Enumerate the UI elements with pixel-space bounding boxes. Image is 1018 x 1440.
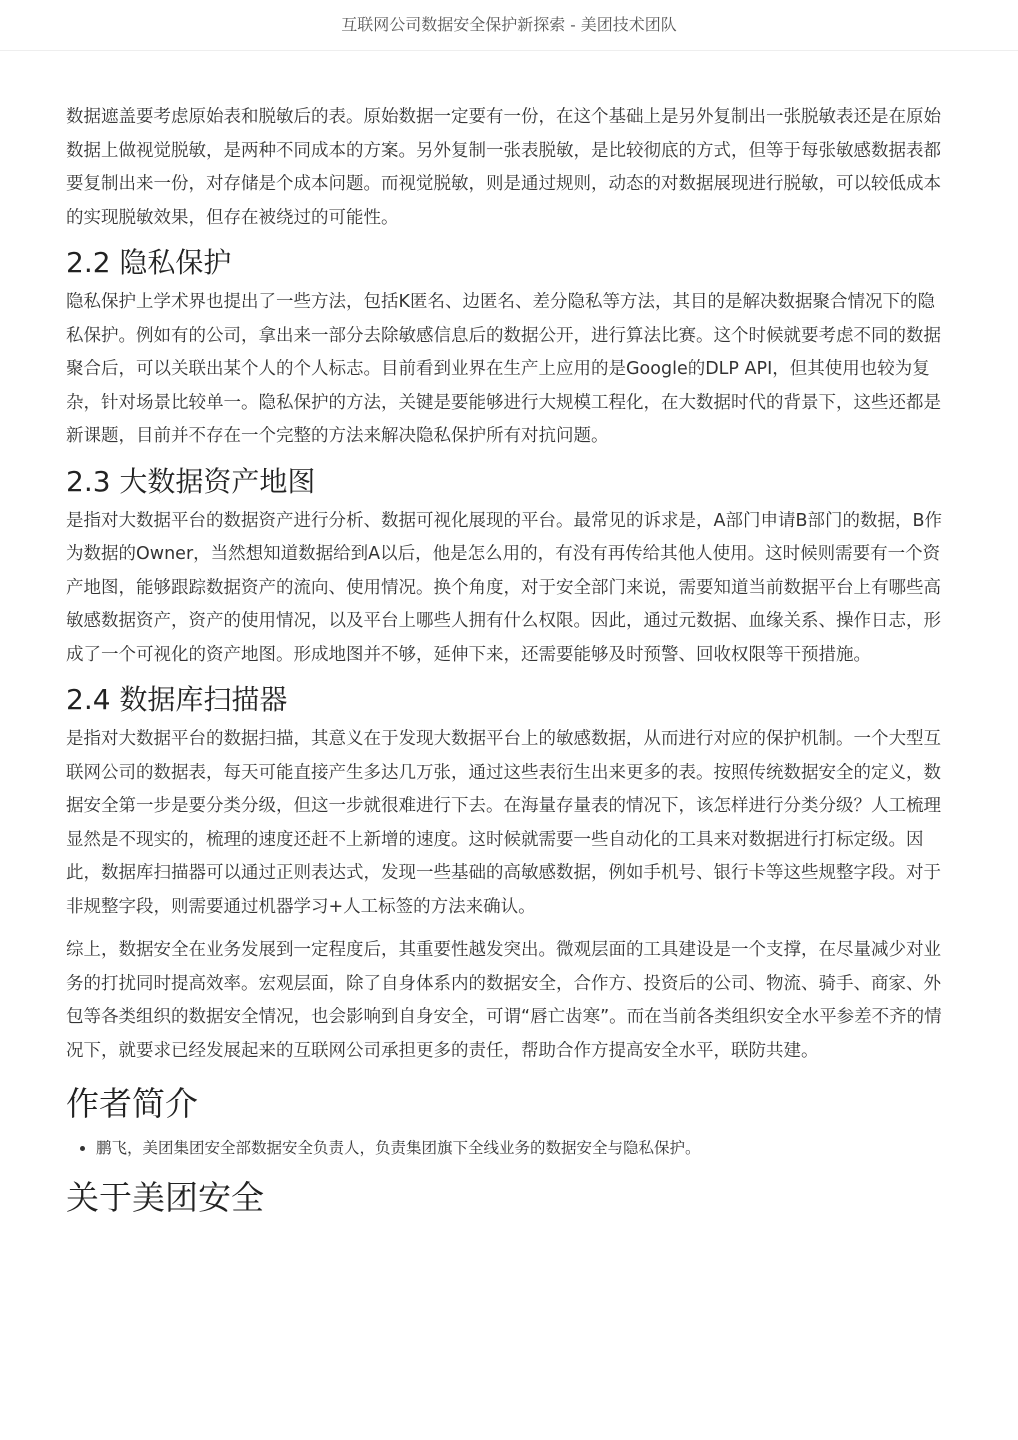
page-header-title: 互联网公司数据安全保护新探索 - 美团技术团队 bbox=[341, 15, 677, 34]
section-body-db-scanner: 是指对大数据平台的数据扫描，其意义在于发现大数据平台上的敏感数据，从而进行对应的保护机制。一个大型互联网公司的数据表，每天可能直接产生多达几万张，通过这些表衍生出来更多的表。按照传统数据安全的定义，数据安全第一步是要分类分级，但这一步就很难进行下去。在海量存量表的情况下，该怎样进行分类分级？人工梳理显然是不现实的，梳理的速度还赶不上新增的速度。这时候就需要一些自动化的工具来对数据进行打标定级。因此，数据库扫描器可以通过正则表达式，发现一些基础的高敏感数据，例如手机号、银行卡等这些规整字段。对于非规整字段，则需要通过机器学习+人工标签的方法来确认。 bbox=[66, 729, 941, 917]
conclusion-paragraph: 综上，数据安全在业务发展到一定程度后，其重要性越发突出。微观层面的工具建设是一个支撑，在尽量减少对业务的打扰同时提高效率。宏观层面，除了自身体系内的数据安全，合作方、投资后的公司、物流、骑手、商家、外包等各类组织的数据安全情况，也会影响到自身安全，可谓“唇亡齿寒”。而在当前各类组织安全水平参差不齐的情况下，就要求已经发展起来的互联网公司承担更多的责任，帮助合作方提高安全水平，联防共建。 bbox=[66, 940, 942, 1061]
intro-paragraph: 数据遮盖要考虑原始表和脱敏后的表。原始数据一定要有一份，在这个基础上是另外复制出一张脱敏表还是在原始数据上做视觉脱敏，是两种不同成本的方案。另外复制一张表脱敏，是比较彻底的方式，但等于每张敏感数据表都要复制出来一份，对存储是个成本问题。而视觉脱敏，则是通过规则，动态的对数据展现进行脱敏，可以较低成本的实现脱敏效果，但存在被绕过的可能性。 bbox=[66, 107, 941, 228]
section-body-asset-map: 是指对大数据平台的数据资产进行分析、数据可视化展现的平台。最常见的诉求是，A部门申请B部门的数据，B作为数据的Owner，当然想知道数据给到A以后，他是怎么用的，有没有再传给其他人使用。这时候则需要有一个资产地图，能够跟踪数据资产的流向、使用情况。换个角度，对于安全部门来说，需要知道当前数据平台上有哪些高敏感数据资产，资产的使用情况，以及平台上哪些人拥有什么权限。因此，通过元数据、血缘关系、操作日志，形成了一个可视化的资产地图。形成地图并不够，延伸下来，还需要能够及时预警、回收权限等干预措施。 bbox=[66, 510, 942, 665]
section-body-privacy: 隐私保护上学术界也提出了一些方法，包括K匿名、边匿名、差分隐私等方法，其目的是解决数据聚合情况下的隐私保护。例如有的公司，拿出来一部分去除敏感信息后的数据公开，进行算法比赛。这个时候就要考虑不同的数据聚合后，可以关联出某个人的个人标志。目前看到业界在生产上应用的是Google的DLP API，但其使用也较为复杂，针对场景比较单一。隐私保护的方法，关键是要能够进行大规模工程化，在大数据时代的背景下，这些还都是新课题，目前并不存在一个完整的方法来解决隐私保护所有对抗问题。 bbox=[66, 292, 941, 446]
about-heading: 关于美团安全 bbox=[66, 1178, 264, 1217]
section-heading-db-scanner: 2.4 数据库扫描器 bbox=[66, 683, 288, 716]
author-list bbox=[66, 1134, 952, 1162]
article-content bbox=[66, 101, 952, 1220]
section-heading-privacy: 2.2 隐私保护 bbox=[66, 246, 232, 279]
author-list-item: • 鹏飞，美团集团安全部数据安全负责人，负责集团旗下全线业务的数据安全与隐私保护。 bbox=[96, 1134, 952, 1162]
author-heading: 作者简介 bbox=[66, 1084, 198, 1123]
section-heading-asset-map: 2.3 大数据资产地图 bbox=[66, 464, 316, 498]
page-header bbox=[0, 0, 1018, 51]
